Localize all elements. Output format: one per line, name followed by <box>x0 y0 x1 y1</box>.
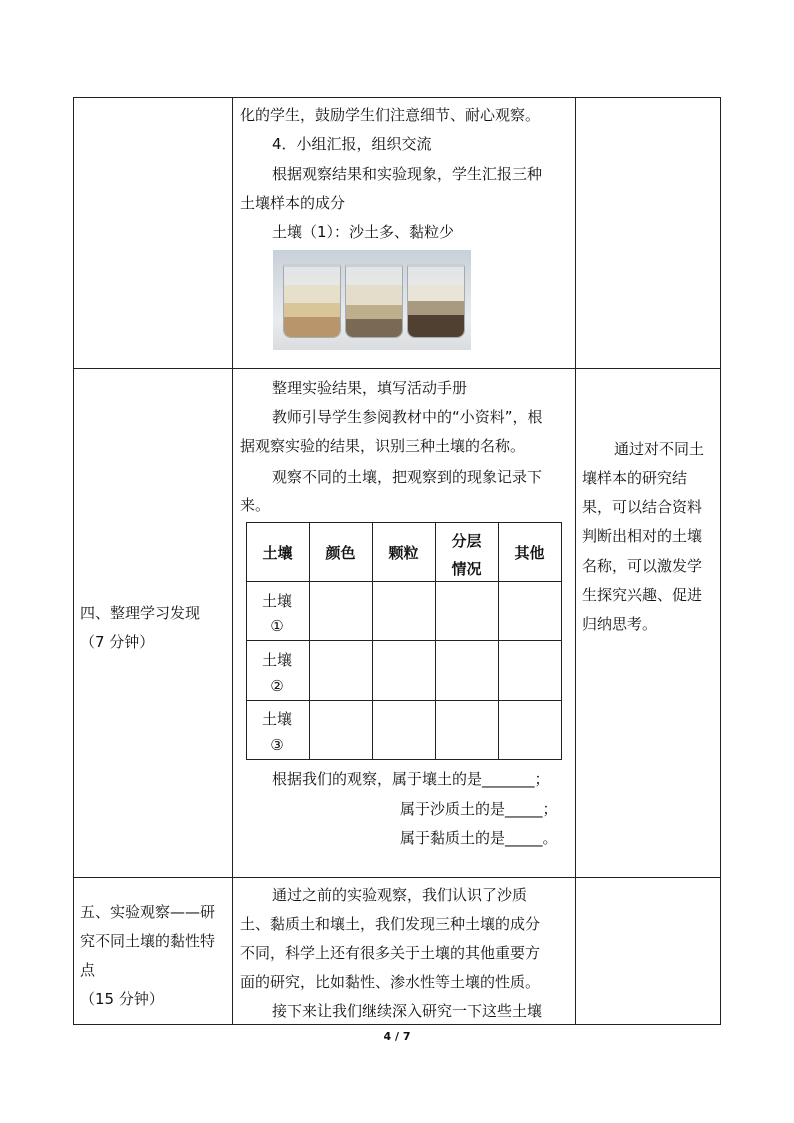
conclusion-clay: 属于黏质土的是_____。 <box>400 829 558 847</box>
row1-line-3: 根据观察结果和实验现象，学生汇报三种 <box>272 165 543 183</box>
row-soil-3-number: ③ <box>270 736 284 754</box>
row2-note-6: 生探究兴趣、促进 <box>582 586 703 604</box>
table-border-top <box>73 97 721 98</box>
table-row-divider-1 <box>73 368 721 369</box>
beaker-2 <box>345 264 403 338</box>
row3-line-3: 不同，科学上还有很多关于土壤的其他重要方 <box>240 944 541 962</box>
header-soil: 土壤 <box>262 544 293 562</box>
table-col-divider-2 <box>575 97 576 1024</box>
table-border-left <box>73 97 74 1024</box>
table-border-right <box>720 97 721 1024</box>
section-5-duration: （15 分钟） <box>80 990 164 1008</box>
row1-line-5: 土壤（1）：沙土多、黏粒少 <box>272 223 455 241</box>
row3-line-5: 接下来让我们继续深入研究一下这些土壤 <box>272 1002 543 1020</box>
row2-note-4: 判断出相对的土壤 <box>582 527 703 545</box>
section-5-title-3: 点 <box>80 961 96 979</box>
table-row-divider-2 <box>73 877 721 878</box>
header-particles: 颗粒 <box>388 544 419 562</box>
row-soil-1-number: ① <box>270 617 284 635</box>
table-col-divider-1 <box>232 97 233 1024</box>
row2-line-2: 教师引导学生参阅教材中的“小资料”，根 <box>272 408 543 426</box>
section-5-title-2: 究不同土壤的黏性特 <box>80 932 216 950</box>
beaker-1 <box>283 264 341 338</box>
row2-note-2: 壤样本的研究结 <box>582 469 688 487</box>
row2-line-5: 来。 <box>240 496 271 514</box>
header-layering-1: 分层 <box>451 532 482 550</box>
row1-line-4: 土壤样本的成分 <box>240 194 346 212</box>
table-border-bottom <box>73 1024 721 1025</box>
row3-line-4: 面的研究，比如黏性、渗水性等土壤的性质。 <box>240 973 541 991</box>
row2-note-7: 归纳思考。 <box>582 615 658 633</box>
beaker-3 <box>407 264 465 338</box>
header-other: 其他 <box>514 544 545 562</box>
row1-line-1: 化的学生，鼓励学生们注意细节、耐心观察。 <box>240 106 541 124</box>
page-number: 4 / 7 <box>383 1030 411 1043</box>
row2-line-3: 据观察实验的结果，识别三种土壤的名称。 <box>240 437 526 455</box>
soil-beakers-photo <box>273 250 471 350</box>
section-4-title: 四、整理学习发现 <box>80 604 201 622</box>
row1-line-2: 4．小组汇报，组织交流 <box>272 135 432 153</box>
row2-note-5: 名称，可以激发学 <box>582 557 703 575</box>
observation-record-table <box>246 522 562 760</box>
row3-line-2: 土、黏质土和壤土，我们发现三种土壤的成分 <box>240 915 541 933</box>
row2-line-1: 整理实验结果，填写活动手册 <box>272 379 468 397</box>
row-soil-3-label: 土壤 <box>261 710 292 728</box>
row2-line-4: 观察不同的土壤，把观察到的现象记录下 <box>272 468 543 486</box>
header-layering-2: 情况 <box>451 560 482 578</box>
row2-note-3: 果，可以结合资料 <box>582 498 703 516</box>
section-4-duration: （7 分钟） <box>80 633 155 651</box>
row-soil-1-label: 土壤 <box>261 592 292 610</box>
row-soil-2-number: ② <box>270 677 284 695</box>
row2-note-1: 通过对不同土 <box>614 440 705 458</box>
conclusion-loam: 根据我们的观察，属于壤土的是_______； <box>272 770 550 788</box>
conclusion-sandy: 属于沙质土的是_____； <box>400 800 558 818</box>
row3-line-1: 通过之前的实验观察，我们认识了沙质 <box>272 886 528 904</box>
header-color: 颜色 <box>325 544 356 562</box>
section-5-title-1: 五、实验观察——研 <box>80 903 216 921</box>
row-soil-2-label: 土壤 <box>261 651 292 669</box>
